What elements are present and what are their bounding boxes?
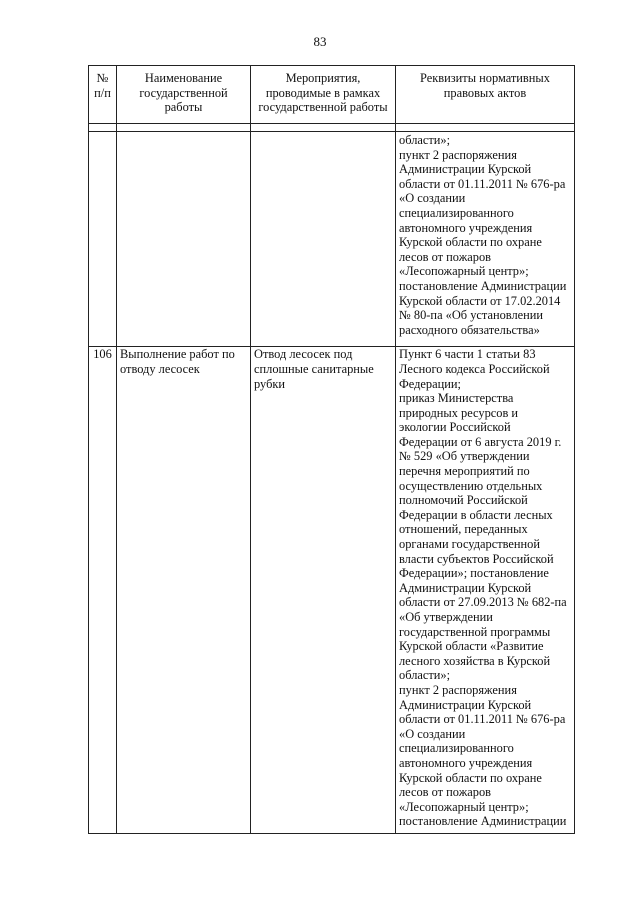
table-row: [89, 347, 575, 834]
text-line: расходного обязательства»: [399, 322, 540, 337]
text-line: отношений, переданных: [399, 522, 528, 537]
cell-event: [251, 347, 396, 834]
text-line: Мероприятия,: [285, 71, 361, 85]
text-line: государственной: [139, 85, 228, 100]
text-line: власти субъектов Российской: [399, 551, 554, 566]
text-line: пункт 2 распоряжения: [399, 147, 517, 162]
text-line: Администрации Курской: [399, 580, 532, 595]
text-line: Курской области по охране: [399, 770, 542, 785]
text-line: Курской области от 17.02.2014: [399, 293, 561, 308]
legal-acts-table: [88, 65, 575, 834]
text-line: области»;: [399, 133, 451, 147]
text-line: области от 27.09.2013 № 682-па: [399, 595, 567, 610]
text-line: постановление Администрации: [399, 814, 567, 829]
text-line: «Об утверждении: [399, 610, 493, 624]
text-line: п/п: [94, 85, 111, 100]
text-line: сплошные санитарные: [254, 361, 374, 376]
text-line: «О создании: [399, 191, 466, 206]
header-name: [117, 66, 251, 124]
text-line: перечня мероприятий по: [399, 464, 530, 479]
header-num: [89, 66, 117, 124]
text-line: правовых актов: [443, 85, 527, 100]
text-line: лесного хозяйства в Курской: [399, 653, 551, 668]
cell-name: [117, 132, 251, 347]
text-line: пункт 2 распоряжения: [399, 682, 517, 697]
text-line: № 529 «Об утверждении: [399, 449, 530, 464]
text-line: «Лесопожарный центр»;: [399, 799, 529, 814]
table-row: [89, 132, 575, 347]
text-line: «О создании: [399, 726, 466, 741]
text-line: отводу лесосек: [120, 361, 200, 376]
text-line: автономного учреждения: [399, 755, 533, 770]
text-line: Пункт 6 части 1 статьи 83: [399, 347, 536, 362]
text-line: Лесного кодекса Российской: [399, 361, 550, 376]
text-line: работы: [164, 100, 203, 115]
cell-event: [251, 132, 396, 347]
header-event: [251, 66, 396, 124]
cell-acts: [396, 347, 575, 834]
text-line: №: [96, 71, 109, 85]
text-line: государственной программы: [399, 624, 551, 639]
text-line: Федерации»; постановление: [399, 566, 549, 581]
text-line: осуществлению отдельных: [399, 478, 543, 493]
page-number: 83: [313, 34, 327, 49]
text-line: Курской области по охране: [399, 235, 542, 250]
text-line: лесов от пожаров: [399, 249, 491, 264]
cell-num: [89, 132, 117, 347]
text-line: области от 01.11.2011 № 676-ра: [399, 712, 566, 727]
text-line: Реквизиты нормативных: [420, 71, 550, 85]
text-line: природных ресурсов и: [399, 405, 519, 420]
text-line: проводимые в рамках: [265, 85, 381, 100]
text-line: постановление Администрации: [399, 278, 567, 293]
cell-name: [117, 347, 251, 834]
text-line: Курской области «Развитие: [399, 639, 544, 654]
text-line: № 80-па «Об установлении: [399, 308, 544, 323]
text-line: специализированного: [399, 741, 514, 756]
text-line: Федерации;: [399, 376, 461, 391]
cell-num: 106: [89, 347, 117, 834]
text-line: Администрации Курской: [399, 162, 532, 177]
header-acts: [396, 66, 575, 124]
text-line: Отвод лесосек под: [254, 347, 353, 362]
text-line: автономного учреждения: [399, 220, 533, 235]
text-line: области от 01.11.2011 № 676-ра: [399, 176, 566, 191]
text-line: экологии Российской: [399, 420, 511, 435]
text-line: Наименование: [144, 71, 223, 85]
text-line: «Лесопожарный центр»;: [399, 264, 529, 279]
text-line: приказ Министерства: [399, 391, 514, 406]
text-line: государственной работы: [258, 100, 388, 115]
text-line: Федерации от 6 августа 2019 г.: [399, 434, 562, 449]
text-line: Выполнение работ по: [120, 347, 235, 362]
text-line: лесов от пожаров: [399, 785, 491, 800]
text-line: области»;: [399, 668, 451, 683]
table-header-row: [89, 66, 575, 124]
text-line: Администрации Курской: [399, 697, 532, 712]
text-line: Федерации в области лесных: [399, 507, 553, 522]
cell-acts: [396, 132, 575, 347]
table-spacer-row: [89, 124, 575, 132]
text-line: рубки: [254, 376, 286, 391]
text-line: полномочий Российской: [399, 493, 528, 508]
text-line: специализированного: [399, 205, 514, 220]
text-line: органами государственной: [399, 537, 540, 552]
